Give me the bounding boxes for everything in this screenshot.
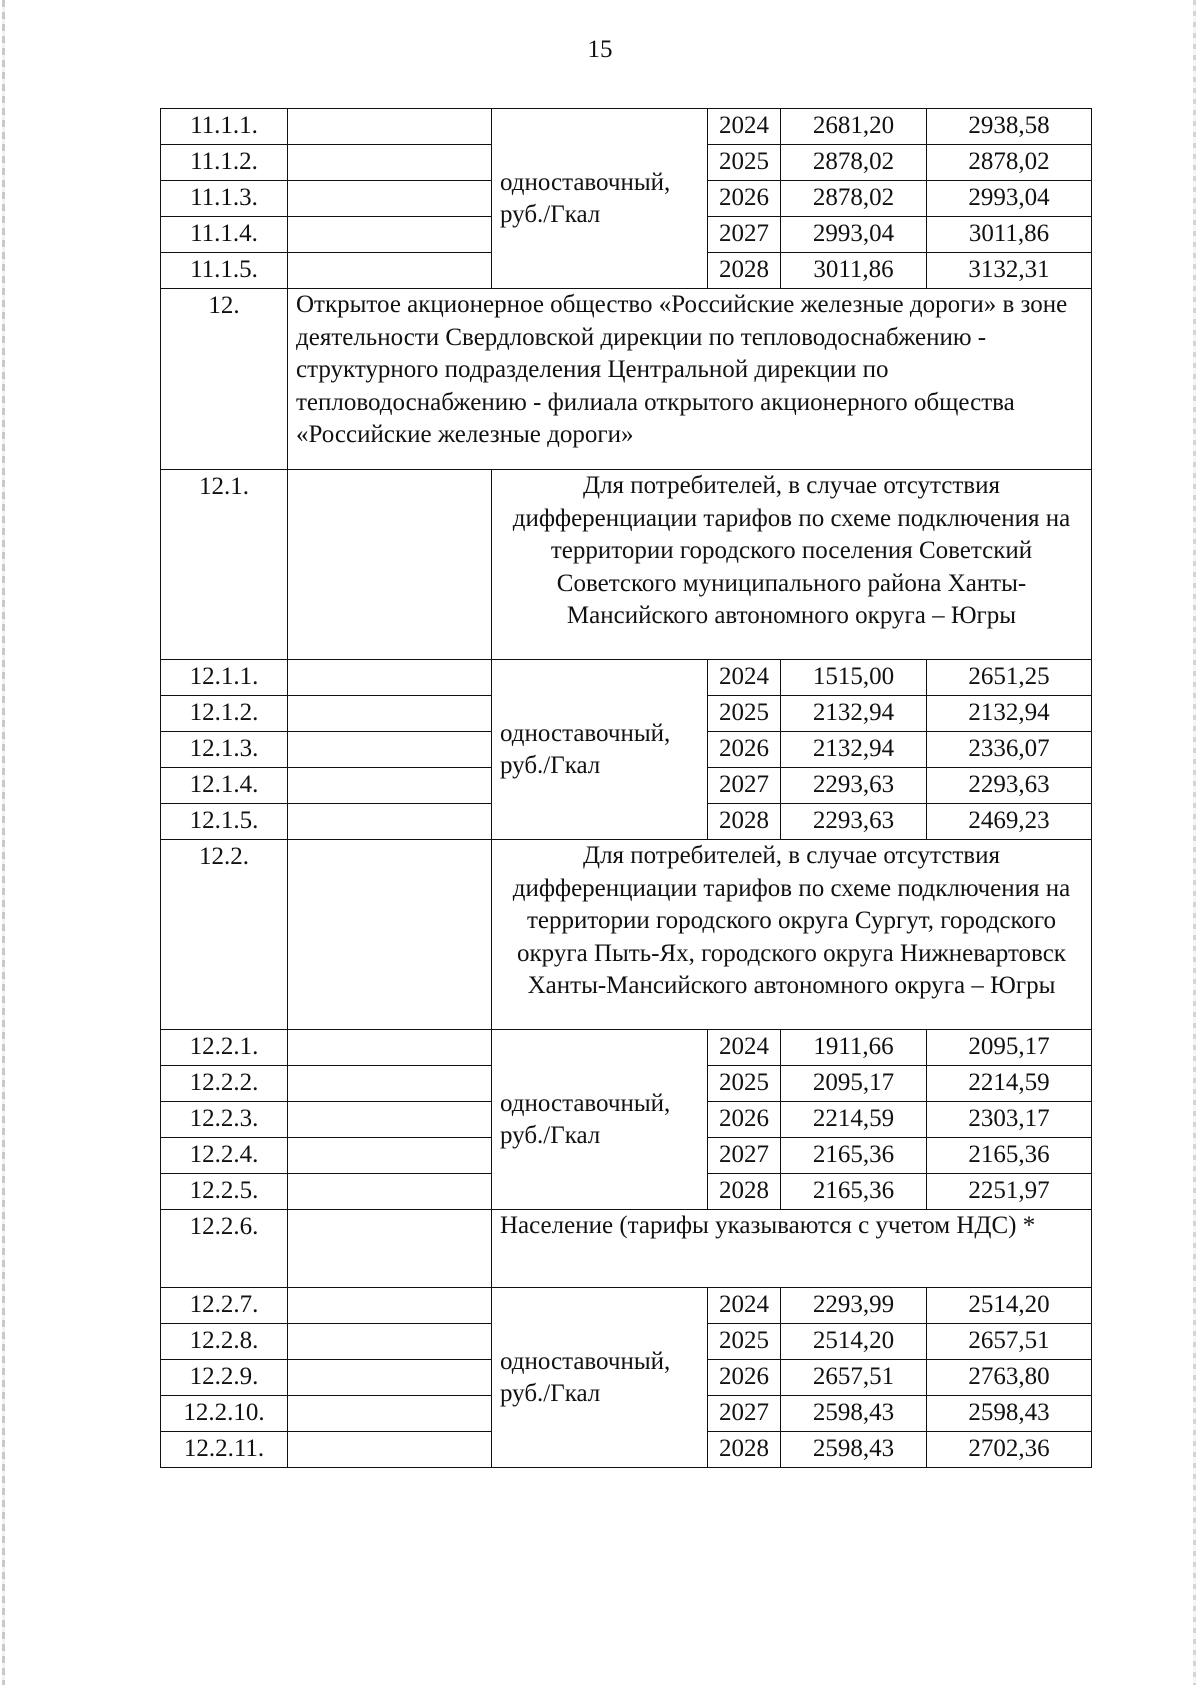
tariff-value-second-half: 2095,17 [927,1030,1092,1066]
empty-cell [288,840,492,1030]
tariff-value-first-half: 2657,51 [781,1360,927,1396]
year-cell: 2024 [708,109,781,145]
empty-cell [288,217,492,253]
row-number: 12.2.2. [161,1066,288,1102]
year-cell: 2027 [708,1138,781,1174]
tariff-value-first-half: 2214,59 [781,1102,927,1138]
row-number: 12.2.1. [161,1030,288,1066]
row-number: 12.1.5. [161,804,288,840]
tariff-value-second-half: 2598,43 [927,1396,1092,1432]
tariff-value-second-half: 2702,36 [927,1432,1092,1468]
tariff-type: одноставочный, руб./Гкал [492,1030,708,1210]
consumer-category-row [161,840,1092,1030]
tariff-value-first-half: 2293,63 [781,804,927,840]
row-number: 12.2. [161,840,288,1030]
year-cell: 2024 [708,1288,781,1324]
year-cell: 2027 [708,768,781,804]
empty-cell [288,1432,492,1468]
row-number: 11.1.2. [161,145,288,181]
tariff-value-second-half: 2878,02 [927,145,1092,181]
tariff-value-second-half: 2303,17 [927,1102,1092,1138]
empty-cell [288,804,492,840]
tariff-value-first-half: 2293,63 [781,768,927,804]
year-cell: 2025 [708,696,781,732]
empty-cell [288,470,492,660]
year-cell: 2028 [708,804,781,840]
row-number: 12.2.7. [161,1288,288,1324]
year-cell: 2025 [708,145,781,181]
empty-cell [288,1138,492,1174]
tariff-value-second-half: 2469,23 [927,804,1092,840]
tariff-value-second-half: 2657,51 [927,1324,1092,1360]
consumer-category-text: Для потребителей, в случае отсутствия дифференциации тарифов по схеме подключения на территории городского округа Сургут, городского округа Пыть-Ях, городского округа Нижневартовск Ханты-Мансийского автономного округа – Югры [492,840,1092,1030]
tariff-value-first-half: 2598,43 [781,1432,927,1468]
population-row [161,1210,1092,1288]
tariff-value-first-half: 2878,02 [781,181,927,217]
tariff-value-first-half: 1515,00 [781,660,927,696]
row-number: 12. [161,289,288,470]
empty-cell [288,768,492,804]
empty-cell [288,253,492,289]
year-cell: 2028 [708,253,781,289]
tariff-value-first-half: 2293,99 [781,1288,927,1324]
scan-edge-right [1193,0,1196,1685]
year-cell: 2028 [708,1432,781,1468]
year-cell: 2027 [708,217,781,253]
row-number: 12.1.3. [161,732,288,768]
tariff-value-second-half: 2651,25 [927,660,1092,696]
tariff-value-second-half: 2165,36 [927,1138,1092,1174]
row-number: 12.2.6. [161,1210,288,1288]
row-number: 12.1. [161,470,288,660]
tariff-type: одноставочный, руб./Гкал [492,1288,708,1468]
empty-cell [288,696,492,732]
row-number: 12.2.5. [161,1174,288,1210]
empty-cell [288,1324,492,1360]
tariff-value-first-half: 2095,17 [781,1066,927,1102]
empty-cell [288,1030,492,1066]
tariff-value-first-half: 2514,20 [781,1324,927,1360]
empty-cell [288,732,492,768]
tariff-value-second-half: 2514,20 [927,1288,1092,1324]
tariff-value-second-half: 2336,07 [927,732,1092,768]
organization-name: Открытое акционерное общество «Российские железные дороги» в зоне деятельности Свердловской дирекции по тепловодоснабжению - структурного подразделения Центральной дирекции по тепловодоснабжению - филиала открытого акционерного общества «Российские железные дороги» [288,289,1092,470]
tariff-value-second-half: 2293,63 [927,768,1092,804]
table-row [161,660,1092,696]
population-category-text: Население (тарифы указываются с учетом НДС) * [492,1210,1092,1288]
tariff-value-second-half: 3011,86 [927,217,1092,253]
row-number: 12.1.1. [161,660,288,696]
empty-cell [288,1066,492,1102]
row-number: 12.2.9. [161,1360,288,1396]
tariff-value-first-half: 2132,94 [781,732,927,768]
tariff-value-second-half: 2993,04 [927,181,1092,217]
year-cell: 2025 [708,1066,781,1102]
row-number: 12.2.11. [161,1432,288,1468]
row-number: 11.1.1. [161,109,288,145]
tariff-value-first-half: 2681,20 [781,109,927,145]
tariff-value-first-half: 2878,02 [781,145,927,181]
tariff-value-second-half: 2938,58 [927,109,1092,145]
tariff-table-body [161,109,1092,1468]
empty-cell [288,1360,492,1396]
year-cell: 2025 [708,1324,781,1360]
tariff-value-first-half: 2598,43 [781,1396,927,1432]
row-number: 12.1.4. [161,768,288,804]
tariff-value-first-half: 2165,36 [781,1138,927,1174]
year-cell: 2028 [708,1174,781,1210]
table-row [161,1288,1092,1324]
consumer-category-row [161,470,1092,660]
tariff-value-first-half: 2132,94 [781,696,927,732]
year-cell: 2024 [708,1030,781,1066]
year-cell: 2026 [708,1360,781,1396]
tariff-value-second-half: 3132,31 [927,253,1092,289]
empty-cell [288,1288,492,1324]
tariff-value-first-half: 2993,04 [781,217,927,253]
tariff-type: одноставочный, руб./Гкал [492,660,708,840]
organization-row [161,289,1092,470]
empty-cell [288,660,492,696]
table-row [161,1030,1092,1066]
empty-cell [288,1174,492,1210]
empty-cell [288,1210,492,1288]
tariff-value-second-half: 2763,80 [927,1360,1092,1396]
scan-edge-left [2,0,5,1685]
year-cell: 2026 [708,181,781,217]
empty-cell [288,1396,492,1432]
row-number: 12.2.4. [161,1138,288,1174]
row-number: 12.2.10. [161,1396,288,1432]
consumer-category-text: Для потребителей, в случае отсутствия дифференциации тарифов по схеме подключения на территории городского поселения Советский Советского муниципального района Ханты-Мансийского автономного округа – Югры [492,470,1092,660]
tariff-type: одноставочный, руб./Гкал [492,109,708,289]
empty-cell [288,181,492,217]
tariff-value-second-half: 2251,97 [927,1174,1092,1210]
page-number: 15 [587,36,613,63]
row-number: 12.2.3. [161,1102,288,1138]
tariff-table [160,108,1092,1468]
year-cell: 2026 [708,1102,781,1138]
year-cell: 2024 [708,660,781,696]
empty-cell [288,109,492,145]
row-number: 12.1.2. [161,696,288,732]
row-number: 11.1.4. [161,217,288,253]
row-number: 11.1.5. [161,253,288,289]
year-cell: 2027 [708,1396,781,1432]
tariff-value-first-half: 3011,86 [781,253,927,289]
tariff-value-first-half: 1911,66 [781,1030,927,1066]
tariff-value-second-half: 2132,94 [927,696,1092,732]
table-row [161,109,1092,145]
row-number: 11.1.3. [161,181,288,217]
empty-cell [288,1102,492,1138]
empty-cell [288,145,492,181]
year-cell: 2026 [708,732,781,768]
tariff-value-first-half: 2165,36 [781,1174,927,1210]
tariff-value-second-half: 2214,59 [927,1066,1092,1102]
row-number: 12.2.8. [161,1324,288,1360]
